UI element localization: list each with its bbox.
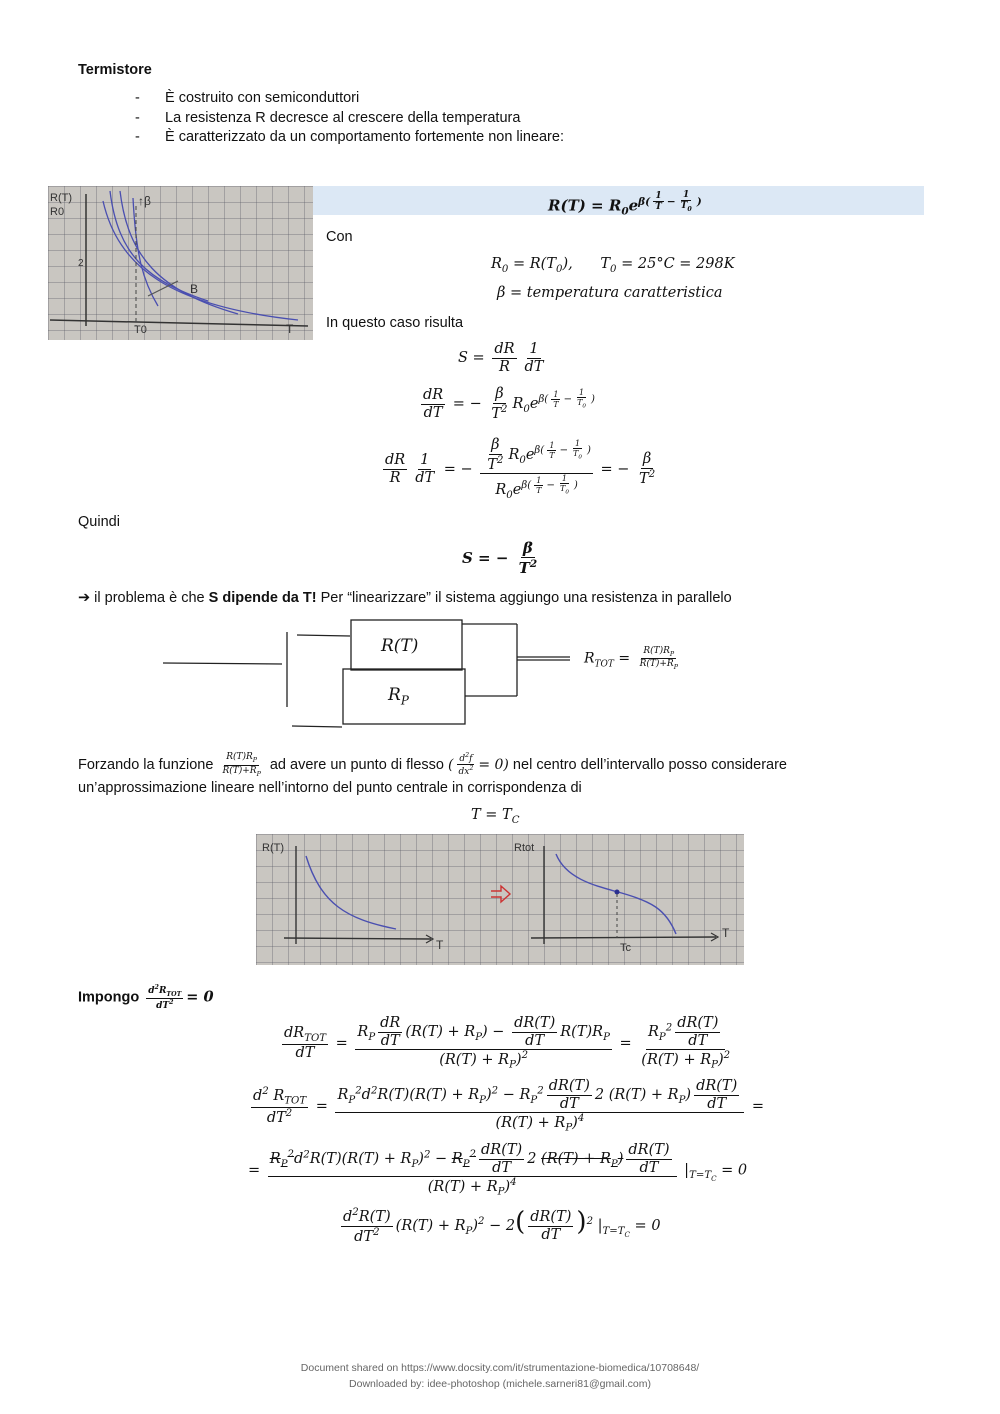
bullet-item: È costruito con semiconduttori — [165, 90, 360, 106]
bullet-marker: - — [135, 90, 140, 106]
forzando-line2: un’approssimazione lineare nell’intorno del punto centrale in corrispondenza di — [78, 780, 582, 796]
equation-ratio: $\frac{dR}{R}$ $\frac{1}{dT}$ = − $\frac{\beta}{T^2}$ $R_0e^{\beta( \frac{1}{T} - \frac{1}{T_0} )}$ $R_0e^{\beta( \frac{1}{T} - \frac{1}{T_0} )}$ = − $\frac{\beta}{T^2}$ — [385, 437, 656, 501]
thermistor-sketch-image — [48, 186, 313, 340]
bullet-item: La resistenza R decresce al crescere della temperatura — [165, 110, 521, 126]
sketch-x0-label: T0 — [134, 324, 147, 336]
section-heading: Termistore — [78, 62, 152, 78]
equation-t-tc: $T = T_C$ — [471, 807, 520, 826]
sketch-ylabel-denominator: R0 — [50, 206, 65, 218]
footer-downloaded-by: Downloaded by: idee-photoshop (michele.sarneri81@gmail.com) — [349, 1378, 651, 1390]
rtot-formula: $R_{TOT}$ = $\frac{R(T)R_P}{R(T)+R_P}$ — [584, 646, 678, 671]
resistor-parallel-label: $R_P$ — [388, 685, 409, 708]
sketch2-right-ylabel: Rtot — [514, 842, 535, 854]
equation-sensitivity: S = $\frac{dR}{R}$ $\frac{1}{dT}$ — [458, 341, 544, 375]
formula-main: $R(T) = R_0e^{\beta( \frac{1}{T} - \frac{1}{T_0} )}$ — [548, 190, 702, 218]
text-in-questo-caso: In questo caso risulta — [326, 315, 464, 331]
sketch-ylabel: R(T) — [50, 192, 72, 204]
footer-shared-link[interactable]: Document shared on https://www.docsity.com/it/strumentazione-biomedica/10708648/ — [300, 1362, 700, 1374]
linearization-sketch-image — [256, 834, 744, 965]
equation-second-derivative-evaluated: = $R_P^2d^2R(T)(R(T) + R_P)^2 - R_P^2$ $\frac{dR(T)}{dT}$ 2 $(R(T) + R_P)$ $\frac{dR(T)}{dT}$ $(R(T) + R_P)^4$ $|_{T=T_C} = 0$ — [248, 1142, 748, 1199]
problem-statement: ➔ il problema è che S dipende da T! Per “linearizzare” il sistema aggiungo una resistenza in parallelo — [78, 590, 732, 606]
text-quindi: Quindi — [78, 514, 120, 530]
sketch-beta-label: ↑β — [138, 194, 151, 208]
bullet-item: È caratterizzato da un comportamento fortemente non lineare: — [165, 129, 564, 145]
equation-flex-condition: $\frac{d^2R(T)}{dT^2}$ $(R(T) + R_P)^2 - 2$( $\frac{dR(T)}{dT}$ )$^2$ $|_{T=T_C} = 0$ — [343, 1207, 661, 1245]
impongo-line: Impongo $\frac{d^2R_{TOT}}{dT^2}$ = 0 — [78, 984, 214, 1012]
bullet-marker: - — [135, 110, 140, 126]
sketch2-right-xlabel: T — [722, 926, 730, 940]
text-con: Con — [326, 229, 353, 245]
definition-r0: $R_0 = R(T_0)$, $T_0 = 25^\circ C = 298K$ — [491, 256, 735, 275]
sketch-tick: 2 — [78, 258, 84, 269]
equation-second-derivative: $\frac{d^2 R_{TOT}}{dT^2}$ = $R_P^2d^2R(T)(R(T) + R_P)^2 - R_P^2$ $\frac{dR(T)}{dT}$ 2 $(R(T) + R_P)$ $\frac{dR(T)}{dT}$ $(R(T) + R_P)^4$ = — [253, 1078, 765, 1135]
arrow-icon: ➔ — [78, 590, 91, 606]
sketch2-left-xlabel: T — [436, 938, 444, 952]
definition-beta: β = temperatura caratteristica — [497, 285, 723, 301]
sketch-x-label: T — [286, 322, 294, 336]
equation-sensitivity-final: S = − $\frac{\beta}{T^2}$ — [462, 539, 538, 578]
sketch2-left-ylabel: R(T) — [262, 842, 284, 854]
equation-first-derivative: $\frac{dR_{TOT}}{dT}$ = $R_P$ $\frac{dR}{dT}$ $(R(T) + R_P)$ − $\frac{dR(T)}{dT}$ $R(T)R_P$ $(R(T) + R_P)^2$ = $R_P^2$ $\frac{dR(T)}{dT}$ $(R(T) + R_P)^2$ — [284, 1015, 731, 1072]
forzando-line1: Forzando la funzione $\frac{R(T)R_P}{R(T)+R_P}$ ad avere un punto di flesso ( $\frac{d^2f}{dx^2}$ = 0) nel centro dell’intervallo posso considerare — [78, 752, 787, 778]
thermistor-sketch-drawing — [48, 186, 313, 340]
parallel-circuit-diagram — [150, 615, 590, 735]
equation-derivative: $\frac{dR}{dT}$ = − $\frac{\beta}{T^2}$ $R_0e^{\beta( \frac{1}{T} - \frac{1}{T_0} )}$ — [423, 386, 595, 422]
sketch2-tc-label: Tc — [620, 942, 631, 954]
sketch-b-label: B — [190, 282, 199, 296]
linearization-sketch-drawing — [256, 834, 744, 965]
resistor-thermistor-label: R(T) — [381, 636, 419, 656]
bullet-marker: - — [135, 129, 140, 145]
